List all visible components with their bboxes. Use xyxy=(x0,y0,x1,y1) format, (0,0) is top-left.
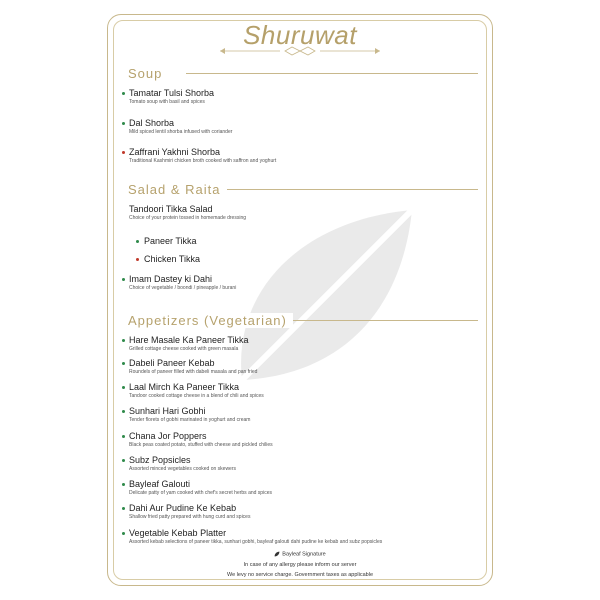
veg-dot-icon xyxy=(122,362,125,365)
charges-note: We levy no service charge. Government taxes as applicable xyxy=(226,572,374,578)
veg-dot-icon xyxy=(122,507,125,510)
veg-dot-icon xyxy=(122,122,125,125)
option-item xyxy=(136,236,197,246)
menu-item xyxy=(122,88,214,105)
item-description: Mild spiced lentil shorba infused with coriander xyxy=(129,129,233,135)
veg-dot-icon xyxy=(122,339,125,342)
item-name: Dabeli Paneer Kebab xyxy=(129,358,215,368)
item-name: Dal Shorba xyxy=(129,118,175,128)
item-description: Black peas coated potato, stuffed with cheese and pickled chilies xyxy=(129,442,273,448)
menu-item xyxy=(122,503,250,520)
page-title: Shuruwat xyxy=(243,20,357,50)
allergy-note: In case of any allergy please inform our server xyxy=(243,562,357,568)
item-description: Traditional Kashmiri chicken broth cooked with saffron and yoghurt xyxy=(129,158,277,164)
veg-dot-icon xyxy=(136,240,139,243)
menu-item xyxy=(122,431,273,448)
salad-section-rule xyxy=(222,189,478,190)
menu-item xyxy=(122,382,264,399)
menu-item xyxy=(122,335,249,352)
veg-dot-icon xyxy=(122,92,125,95)
nonveg-dot-icon xyxy=(136,258,139,261)
item-description: Assorted minced vegetables cooked on skewers xyxy=(129,466,237,472)
veg-dot-icon xyxy=(122,435,125,438)
menu-item xyxy=(122,406,250,423)
veg-dot-icon xyxy=(122,278,125,281)
item-description: Choice of your protein tossed in homemade dressing xyxy=(129,215,247,221)
menu-item xyxy=(122,118,232,135)
option-item xyxy=(136,254,200,264)
item-description: Tomato soup with basil and spices xyxy=(129,99,205,105)
item-name: Hare Masale Ka Paneer Tikka xyxy=(129,335,249,345)
item-name: Tamatar Tulsi Shorba xyxy=(129,88,215,98)
appetizers-section-rule xyxy=(292,320,478,321)
option-name: Paneer Tikka xyxy=(144,236,197,246)
section-heading-salad-raita: Salad & Raita xyxy=(128,182,227,197)
item-name: Laal Mirch Ka Paneer Tikka xyxy=(129,382,240,392)
veg-dot-icon xyxy=(122,386,125,389)
item-name: Tandoori Tikka Salad xyxy=(129,204,213,214)
section-heading-appetizers-veg: Appetizers (Vegetarian) xyxy=(128,313,293,328)
item-name: Sunhari Hari Gobhi xyxy=(129,406,206,416)
item-description: Delicate patty of yam cooked with chef's secret herbs and spices xyxy=(129,490,272,496)
signature-label: Bayleaf Signature xyxy=(282,551,326,558)
option-name: Chicken Tikka xyxy=(144,254,201,264)
menu-item xyxy=(122,479,272,496)
item-name: Chana Jor Poppers xyxy=(129,431,207,441)
menu-item xyxy=(122,455,236,472)
nonveg-dot-icon xyxy=(122,151,125,154)
item-name: Vegetable Kebab Platter xyxy=(129,528,227,538)
item-description: Tender florets of gobhi marinated in yoghurt and cream xyxy=(129,417,251,423)
veg-dot-icon xyxy=(122,459,125,462)
item-name: Bayleaf Galouti xyxy=(129,479,191,489)
menu-item xyxy=(122,274,236,291)
soup-section-rule xyxy=(186,73,478,74)
veg-dot-icon xyxy=(122,483,125,486)
section-heading-soup: Soup xyxy=(128,66,168,81)
menu-item xyxy=(122,358,257,375)
item-description: Tandoor cooked cottage cheese in a blend of chili and spices xyxy=(129,393,264,399)
bayleaf-signature-icon xyxy=(274,551,280,557)
item-description: Assorted kebab selections of paneer tikka, sunhari gobhi, bayleaf galouti dahi pudine ke kebab and subz popsicles xyxy=(129,539,383,545)
item-description: Roundels of paneer filled with dabeli masala and pan fried xyxy=(129,369,258,375)
item-name: Imam Dastey ki Dahi xyxy=(129,274,213,284)
item-description: Grilled cottage cheese cooked with green masala xyxy=(129,346,239,352)
menu-item xyxy=(122,528,382,545)
menu-item xyxy=(122,204,246,221)
veg-dot-icon xyxy=(122,532,125,535)
item-name: Zaffrani Yakhni Shorba xyxy=(129,147,221,157)
title-ornament-icon xyxy=(220,46,380,56)
veg-dot-icon xyxy=(122,410,125,413)
menu-item xyxy=(122,147,276,164)
item-name: Subz Popsicles xyxy=(129,455,191,465)
item-description: Choice of vegetable / boondi / pineapple / burani xyxy=(129,285,237,291)
item-description: Shallow fried patty prepared with hung curd and spices xyxy=(129,514,251,520)
item-name: Dahi Aur Pudine Ke Kebab xyxy=(129,503,237,513)
signature-legend xyxy=(0,551,600,557)
